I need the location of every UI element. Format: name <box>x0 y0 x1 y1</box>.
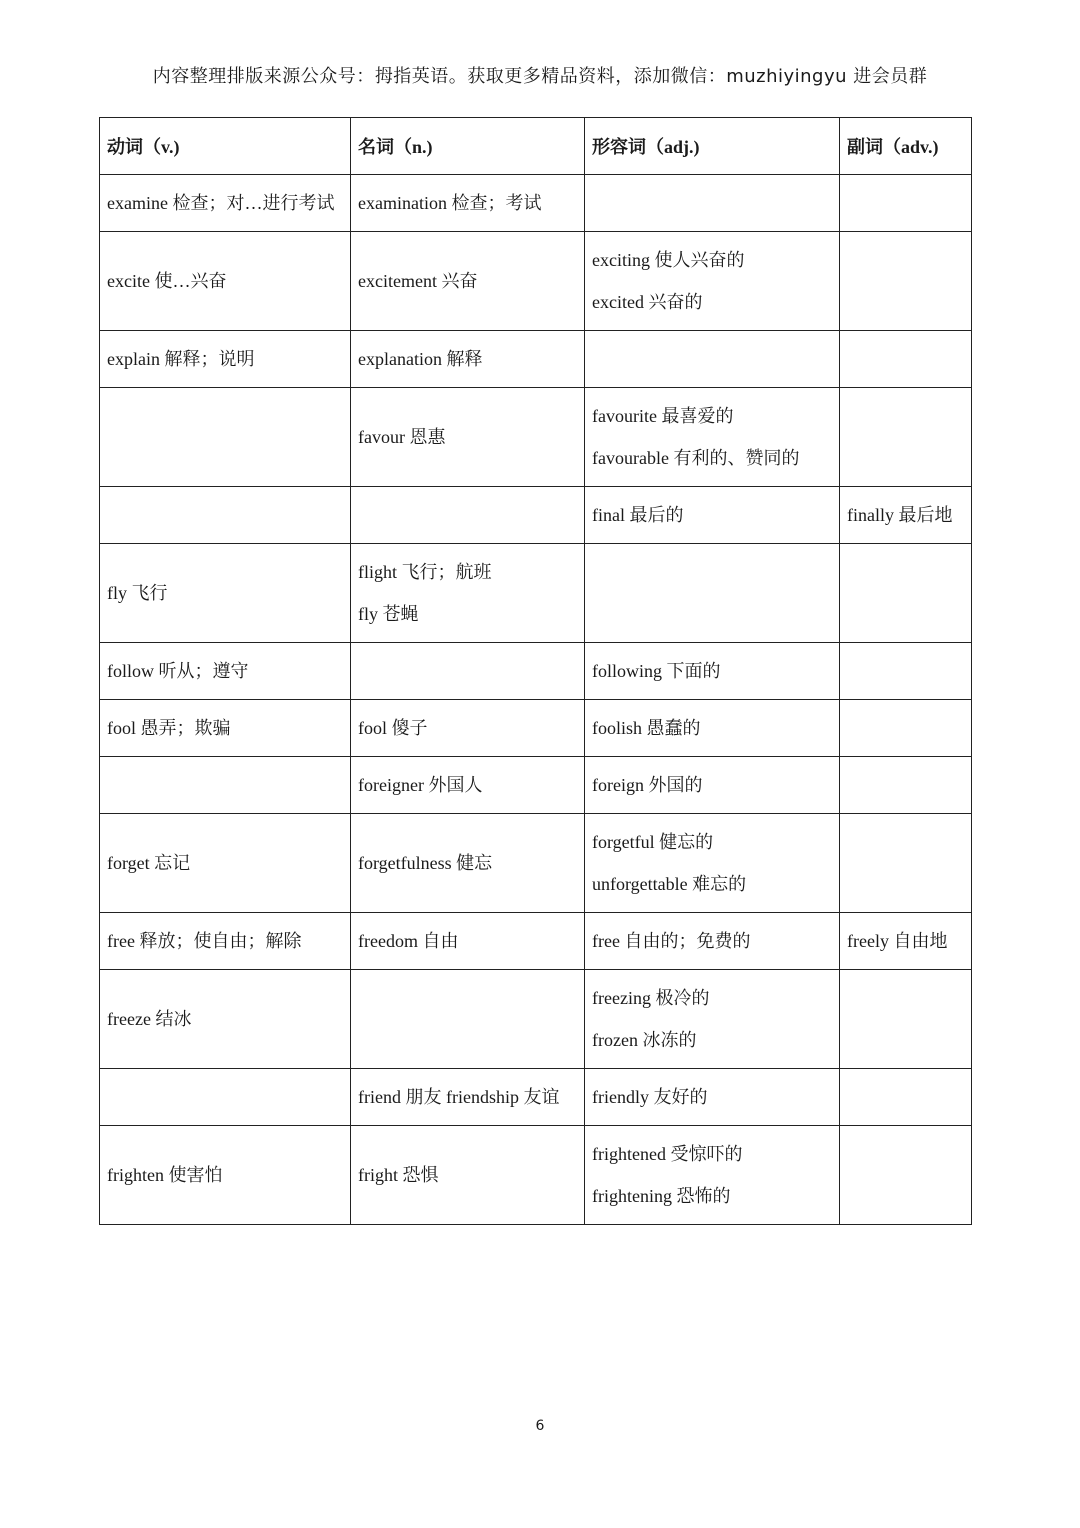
word-entry: forgetful 健忘的 <box>592 832 714 852</box>
cell-noun <box>351 970 585 1069</box>
header-verb: 动词（v.) <box>100 118 351 175</box>
cell-adjective <box>585 913 840 970</box>
cell-noun <box>351 232 585 331</box>
cell-verb <box>100 970 351 1069</box>
cell-verb <box>100 175 351 232</box>
table-row <box>100 1069 972 1126</box>
cell-noun <box>351 700 585 757</box>
cell-verb <box>100 388 351 487</box>
cell-adverb <box>840 757 972 814</box>
cell-noun <box>351 175 585 232</box>
table-row <box>100 544 972 643</box>
word-entry: excitement 兴奋 <box>358 271 478 291</box>
table-row <box>100 1126 972 1225</box>
header-adverb: 副词（adv.) <box>840 118 972 175</box>
cell-noun <box>351 1069 585 1126</box>
table-row <box>100 388 972 487</box>
cell-adverb <box>840 643 972 700</box>
word-entry: final 最后的 <box>592 505 684 525</box>
cell-adjective <box>585 970 840 1069</box>
cell-verb <box>100 487 351 544</box>
cell-adjective <box>585 700 840 757</box>
word-entry: fly 飞行 <box>107 583 168 603</box>
table-body <box>100 175 972 1225</box>
word-entry: forget 忘记 <box>107 853 191 873</box>
cell-adverb <box>840 814 972 913</box>
vocabulary-table <box>99 117 972 1225</box>
cell-noun <box>351 814 585 913</box>
word-entry: favourable 有利的、赞同的 <box>592 448 800 468</box>
word-entry: flight 飞行；航班 <box>358 562 492 582</box>
word-entry: freely 自由地 <box>847 931 948 951</box>
word-entry: foreign 外国的 <box>592 775 703 795</box>
cell-adjective <box>585 643 840 700</box>
table-row <box>100 700 972 757</box>
cell-verb <box>100 1069 351 1126</box>
cell-adverb <box>840 331 972 388</box>
cell-adverb <box>840 232 972 331</box>
word-entry: explanation 解释 <box>358 349 483 369</box>
word-entry: friendly 友好的 <box>592 1087 708 1107</box>
table-row <box>100 814 972 913</box>
cell-verb <box>100 1126 351 1225</box>
cell-adverb <box>840 487 972 544</box>
word-entry: foreigner 外国人 <box>358 775 483 795</box>
cell-noun <box>351 487 585 544</box>
word-entry: friend 朋友 friendship 友谊 <box>358 1087 560 1107</box>
word-entry: favour 恩惠 <box>358 427 446 447</box>
cell-adjective <box>585 331 840 388</box>
table-row <box>100 232 972 331</box>
cell-verb <box>100 814 351 913</box>
word-entry: unforgettable 难忘的 <box>592 874 747 894</box>
word-entry: frightened 受惊吓的 <box>592 1144 743 1164</box>
table-row <box>100 331 972 388</box>
cell-adjective <box>585 544 840 643</box>
word-entry: freedom 自由 <box>358 931 459 951</box>
word-entry: freeze 结冰 <box>107 1009 192 1029</box>
word-entry: foolish 愚蠢的 <box>592 718 701 738</box>
word-entry: excite 使…兴奋 <box>107 271 227 291</box>
table-row <box>100 757 972 814</box>
word-entry: frightening 恐怖的 <box>592 1186 731 1206</box>
cell-adverb <box>840 388 972 487</box>
table-row <box>100 970 972 1069</box>
cell-noun <box>351 544 585 643</box>
cell-adverb <box>840 1126 972 1225</box>
cell-adjective <box>585 388 840 487</box>
word-entry: excited 兴奋的 <box>592 292 703 312</box>
cell-adverb <box>840 1069 972 1126</box>
page-number: 6 <box>535 1418 545 1434</box>
word-entry: freezing 极冷的 <box>592 988 710 1008</box>
cell-verb <box>100 544 351 643</box>
word-entry: examine 检查；对…进行考试 <box>107 193 335 213</box>
cell-adjective <box>585 232 840 331</box>
cell-verb <box>100 913 351 970</box>
cell-noun <box>351 643 585 700</box>
cell-noun <box>351 757 585 814</box>
word-entry: follow 听从；遵守 <box>107 661 249 681</box>
table-row <box>100 175 972 232</box>
cell-adjective <box>585 487 840 544</box>
cell-verb <box>100 700 351 757</box>
cell-noun <box>351 913 585 970</box>
table-header-row <box>100 118 972 175</box>
cell-noun <box>351 331 585 388</box>
cell-adverb <box>840 175 972 232</box>
word-entry: finally 最后地 <box>847 505 953 525</box>
cell-adjective <box>585 1069 840 1126</box>
header-adjective: 形容词（adj.) <box>585 118 840 175</box>
cell-adjective <box>585 1126 840 1225</box>
table-row <box>100 487 972 544</box>
cell-verb <box>100 757 351 814</box>
header-noun: 名词（n.) <box>351 118 585 175</box>
cell-adjective <box>585 757 840 814</box>
word-entry: exciting 使人兴奋的 <box>592 250 745 270</box>
word-entry: frozen 冰冻的 <box>592 1030 697 1050</box>
cell-noun <box>351 388 585 487</box>
table-row <box>100 913 972 970</box>
word-entry: fool 愚弄；欺骗 <box>107 718 231 738</box>
cell-noun <box>351 1126 585 1225</box>
cell-adjective <box>585 814 840 913</box>
word-entry: frighten 使害怕 <box>107 1165 223 1185</box>
word-entry: fly 苍蝇 <box>358 604 419 624</box>
cell-verb <box>100 232 351 331</box>
cell-adjective <box>585 175 840 232</box>
word-entry: fright 恐惧 <box>358 1165 439 1185</box>
word-entry: fool 傻子 <box>358 718 428 738</box>
cell-adverb <box>840 544 972 643</box>
page-header: 内容整理排版来源公众号：拇指英语。获取更多精品资料，添加微信：muzhiyingyu 进会员群 <box>152 66 928 87</box>
word-entry: free 释放；使自由；解除 <box>107 931 302 951</box>
word-entry: explain 解释；说明 <box>107 349 255 369</box>
cell-adverb <box>840 970 972 1069</box>
word-entry: free 自由的；免费的 <box>592 931 751 951</box>
cell-adverb <box>840 913 972 970</box>
cell-verb <box>100 643 351 700</box>
cell-verb <box>100 331 351 388</box>
word-entry: forgetfulness 健忘 <box>358 853 493 873</box>
table-row <box>100 643 972 700</box>
word-entry: following 下面的 <box>592 661 721 681</box>
word-entry: examination 检查；考试 <box>358 193 542 213</box>
word-entry: favourite 最喜爱的 <box>592 406 734 426</box>
cell-adverb <box>840 700 972 757</box>
